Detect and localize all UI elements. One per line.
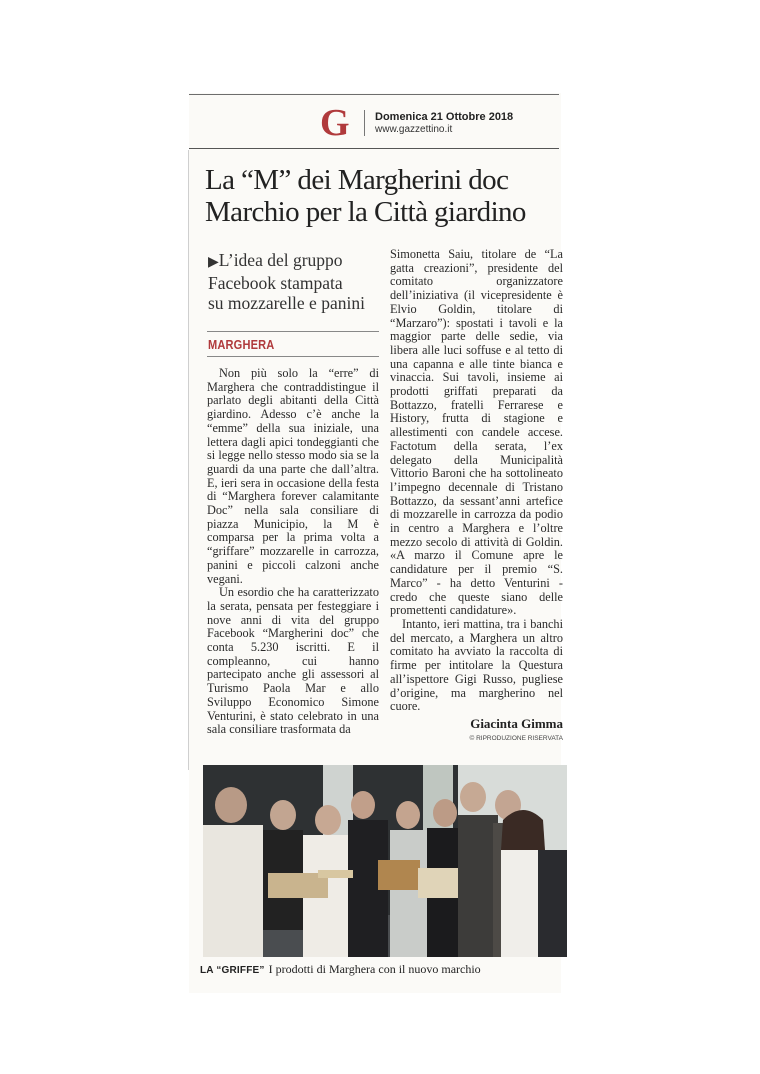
headline-line-2: Marchio per la Città giardino — [205, 196, 526, 228]
gazzettino-logo: G — [320, 102, 350, 144]
deck-subheadline — [208, 250, 388, 313]
masthead-info — [375, 111, 513, 136]
section-label: MARGHERA — [208, 337, 275, 352]
masthead-rule — [189, 148, 559, 149]
body-column-2 — [390, 248, 563, 714]
caption-label: LA “GRIFFE” — [200, 965, 265, 976]
section-rule-bottom — [207, 356, 379, 357]
deck-line-1: L’idea del gruppo — [218, 250, 343, 270]
article-photo — [203, 765, 567, 957]
paragraph: Non più solo la “erre” di Marghera che contraddistingue il parlato degli abitanti della Città giardino. Adesso c’è anche la “emme” della sua iniziale, una lettera dagli apici tondeggianti che si legge nello stesso modo sia se la guardi da una parte che dall’altra. E, ieri sera in occasione della festa di “Marghera forever calamitante Doc” nella sala consiliare di piazza Municipio, la M è comparsa per la prima volta a “griffare” mozzarelle in carrozza, panini e piccoli calzoni anche vegani. — [207, 366, 379, 586]
issue-date: Domenica 21 Ottobre 2018 — [375, 110, 514, 123]
deck-line-3: su mozzarelle e panini — [208, 293, 365, 313]
paragraph: Simonetta Saiu, titolare de “La gatta creazioni”, presidente del comitato organizzatore dell’iniziativa (il vicepresidente è Elvio Goldin, titolare di “Marzaro”): spostati i tavoli e la maggior parte delle sedie, via libera alle luci soffuse e al tetto di una capanna e alle tinte bianca e vinaccia. Sui tavoli, insieme ai prodotti griffati preparati da Bottazzo, fratelli Ferrarese e History, frutta di stagione e allestimenti con candele accese. Factotum della serata, l’ex delegato della Municipalità Vittorio Baroni che ha sottolineato l’impegno decennale di Tristano Bottazzo, da sessant’anni artefice di mozzarelle in carrozza da podio in centro a Marghera e l’oltre mezzo secolo di attività di Goldin. «A marzo il Comune apre le candidature per il premio “S. Marco” - ha detto Venturini - credo che queste siano delle promettenti candidature». — [390, 247, 563, 618]
copyright-notice: © RIPRODUZIONE RISERVATA — [469, 735, 563, 742]
deck-line-2: Facebook stampata — [208, 273, 343, 293]
headline — [205, 164, 565, 228]
caption-text: I prodotti di Marghera con il nuovo marchio — [268, 962, 481, 976]
group-photo-illustration — [203, 765, 567, 957]
triangle-marker-icon: ▶ — [208, 255, 219, 270]
masthead-divider — [364, 110, 365, 136]
paragraph: Intanto, ieri mattina, tra i banchi del mercato, a Marghera un altro comitato ha avviato la raccolta di firme per intitolare la Questura all’ispettore Gigi Russo, pugliese d’origine, ma margherino nel cuore. — [390, 616, 563, 714]
byline: Giacinta Gimma — [470, 716, 563, 731]
section-rule-top — [207, 331, 379, 332]
body-column-1 — [207, 367, 379, 737]
photo-caption — [200, 962, 570, 977]
paragraph: Un esordio che ha caratterizzato la serata, pensata per festeggiare i nove anni di vita del gruppo Facebook “Margherini doc” che conta 5.230 iscritti. E il compleanno, cui hanno partecipato anche gli assessori al Turismo Paola Mar e allo Sviluppo Economico Simone Venturini, è stato celebrato in una sala consiliare trasformata da — [207, 585, 379, 737]
top-rule — [189, 94, 559, 95]
headline-line-1: La “M” dei Margherini doc — [205, 164, 509, 196]
website-url: www.gazzettino.it — [375, 123, 453, 135]
masthead — [320, 103, 513, 143]
clipping-left-edge — [188, 150, 189, 770]
